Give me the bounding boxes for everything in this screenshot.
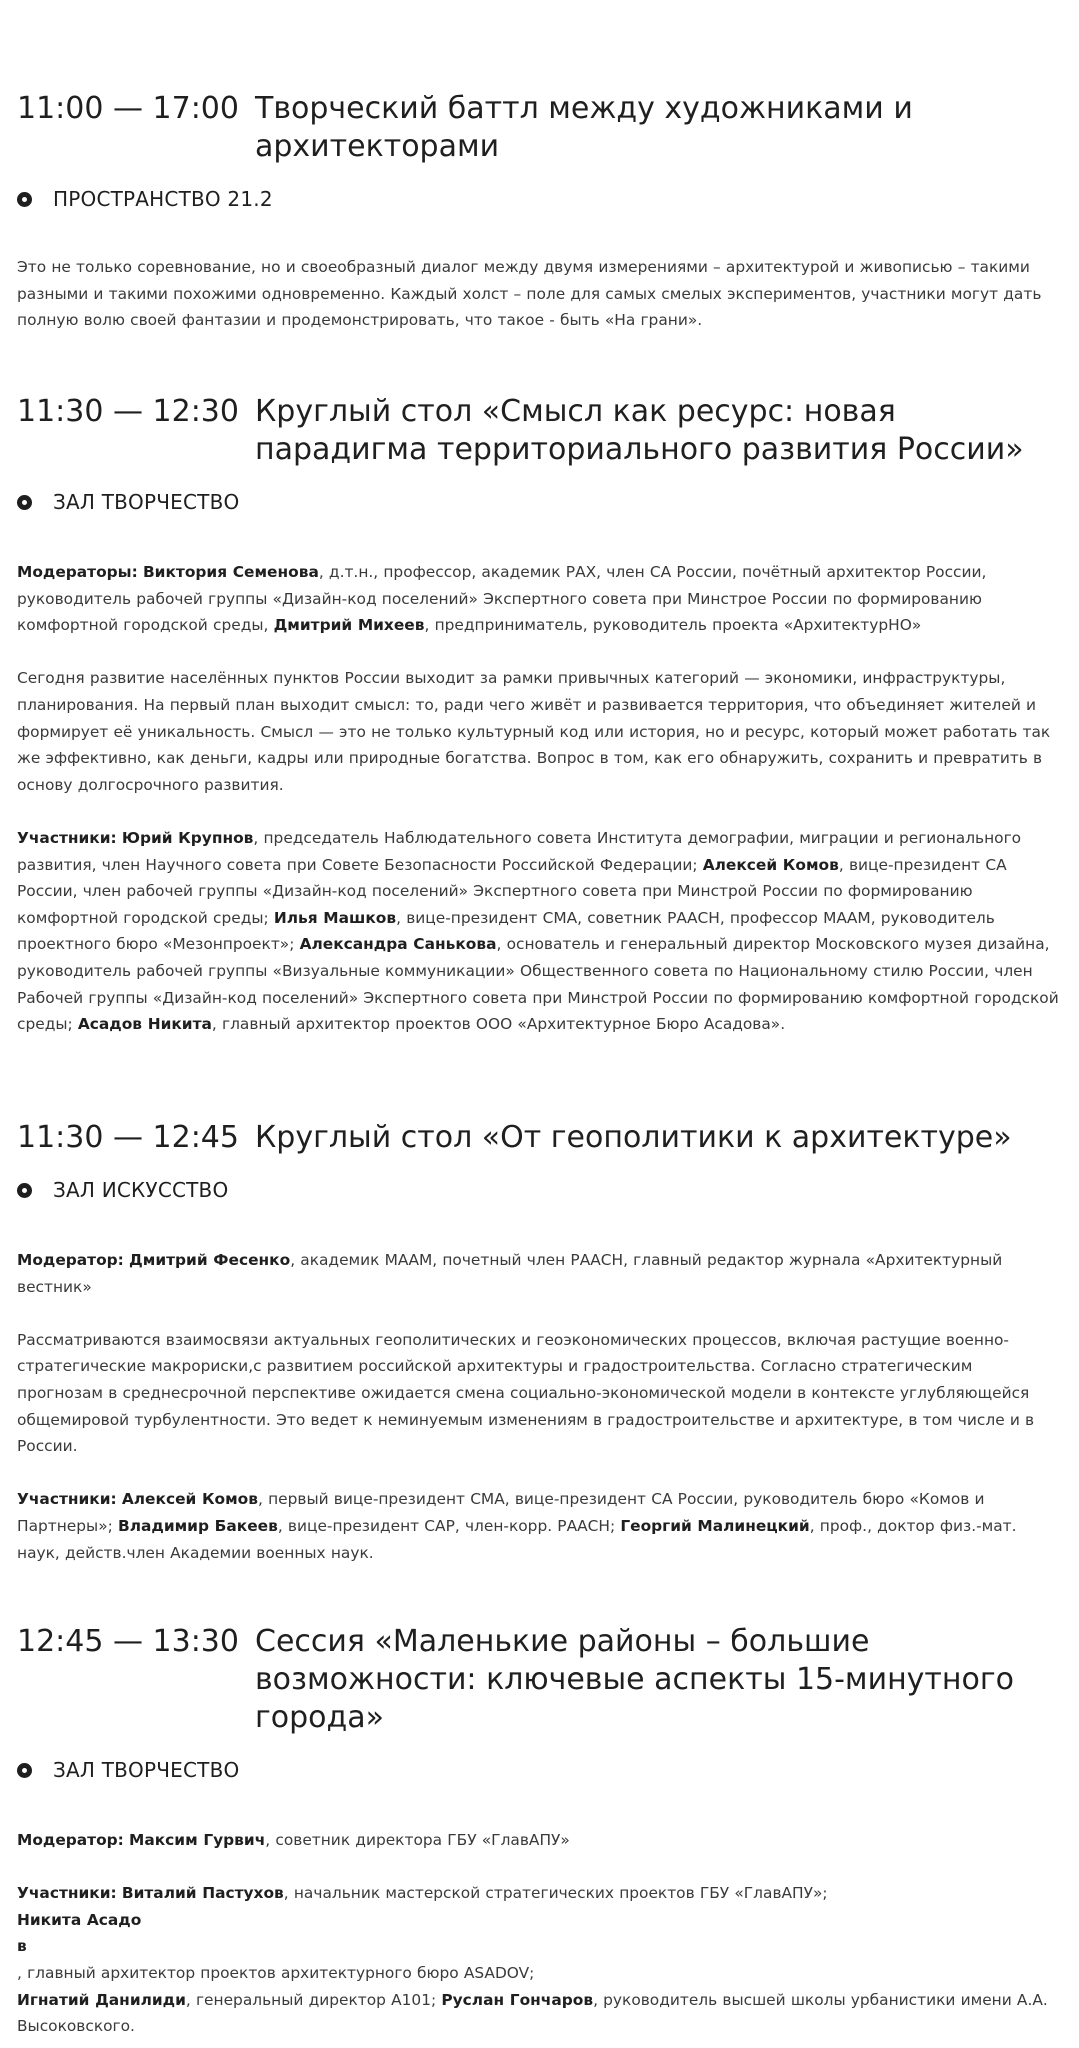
event-time: 12:45 — 13:30 [17, 1624, 239, 1659]
place-label: ПРОСТРАНСТВО 21.2 [53, 187, 273, 211]
event-1 [17, 90, 1062, 334]
participants-paragraph [17, 1486, 1062, 1566]
location-icon [17, 1183, 32, 1198]
event-header [17, 393, 1062, 469]
participant-info: , основатель и генеральный директор Московского музея дизайна, руководитель рабочей группы «Визуальные коммуникации» Общественного совета по Национальному стилю России, член Рабочей группы «Дизайн-код поселений» Экспертного совета при Минстрой России по формированию комфортной городской среды; [17, 935, 1059, 1034]
event-place [17, 187, 1062, 211]
participant-name: Георгий Малинецкий [620, 1516, 810, 1535]
event-header [17, 1119, 1062, 1157]
event-place [17, 490, 1062, 514]
participant-name: Юрий Крупнов [121, 828, 254, 847]
participant-name: Владимир Бакеев [118, 1516, 278, 1535]
event-body [17, 254, 1062, 334]
event-body [17, 1827, 1062, 2040]
place-label: ЗАЛ ТВОРЧЕСТВО [53, 490, 240, 514]
moderators-label: Модераторы: [17, 563, 138, 581]
moderator-name: Дмитрий Фесенко [129, 1251, 291, 1269]
event-description: Сегодня развитие населённых пунктов России выходит за рамки привычных категорий — экономики, инфраструктуры, планирования. На первый план выходит смысл: то, ради чего живёт и развивается территория, что объединяет жителей и формирует её уникальность. Смысл — это не только культурный код или история, но и ресурс, который может работать так же эффективно, как деньги, кадры или природные богатства. Вопрос в том, как его обнаружить, сохранить и превратить в основу долгосрочного развития. [17, 669, 1051, 794]
event-title: Круглый стол «Смысл как ресурс: новая парадигма территориального развития России» [255, 394, 1024, 467]
event-3 [17, 1119, 1062, 1566]
participant-info: , главный архитектор проектов ООО «Архитектурное Бюро Асадова». [211, 1015, 786, 1034]
participant-info: , главный архитектор проектов архитектурного бюро ASADOV; [17, 1963, 535, 1982]
place-label: ЗАЛ ТВОРЧЕСТВО [53, 1758, 240, 1782]
participants-label: Участники: [17, 1884, 117, 1903]
event-title: Творческий баттл между художниками и архитекторами [255, 91, 913, 164]
participant-name: Илья Машков [273, 908, 397, 927]
participant-info: , вице-президент СМА, советник РААСН, профессор МААМ, руководитель проектного бюро «Мезонпроект»; [17, 908, 995, 954]
participant-name: Алексей Комов [702, 855, 839, 874]
moderator-info: , академик МААМ, почетный член РААСН, главный редактор журнала «Архитектурный вестник» [17, 1251, 1003, 1296]
event-body [17, 559, 1062, 1038]
location-icon [17, 192, 32, 207]
participant-info: , председатель Наблюдательного совета Института демографии, миграции и регионального развития, член Научного совета при Совете Безопасности Российской Федерации; [17, 828, 1022, 874]
moderator-info: , д.т.н., профессор, академик РАХ, член СА России, почётный архитектор России, руководитель рабочей группы «Дизайн-код поселений» Экспертного совета при Минстрое России по формированию комфортной городской среды, [17, 563, 987, 635]
participant-name: Руслан Гончаров [441, 1990, 594, 2009]
participants-label: Участники: [17, 1490, 117, 1509]
event-title: Круглый стол «От геополитики к архитектуре» [255, 1120, 1012, 1155]
participant-name: Никита Асадо [17, 1910, 142, 1929]
moderator-info: , предприниматель, руководитель проекта «АрхитектурНО» [424, 616, 922, 635]
participant-name: Алексей Комов [121, 1490, 258, 1509]
moderator-paragraph [17, 1247, 1062, 1300]
event-header [17, 1623, 1062, 1737]
participant-info: , проф., доктор физ.-мат. наук, действ.член Академии военных наук. [17, 1516, 1017, 1562]
participants-line-last [17, 1991, 1048, 2036]
event-description: Рассматриваются взаимосвязи актуальных геополитических и геоэкономических процессов, включая растущие военно-стратегические макрориски,с развитием российской архитектуры и градостроительства. Согласно стратегическим прогнозам в среднесрочной перспективе ожидается смена социально-экономической модели в контексте углубляющейся общемировой турбулентности. Это ведет к неминуемым изменениям в градостроительстве и архитектуре, в том числе и в России. [17, 1330, 1035, 1456]
event-header [17, 90, 1062, 166]
moderator-info: , советник директора ГБУ «ГлавАПУ» [265, 1831, 570, 1849]
participants-paragraph [17, 1880, 1062, 2040]
participant-info: , вице-президент СА России, член рабочей группы «Дизайн-код поселений» Экспертного совета при Минстрой России по формированию комфортной городской среды; [17, 855, 1007, 927]
moderator-label: Модератор: [17, 1251, 124, 1269]
location-icon [17, 495, 32, 510]
event-body [17, 1247, 1062, 1566]
participant-name: Виталий Пастухов [121, 1884, 284, 1903]
moderators-paragraph [17, 559, 1062, 639]
moderator-name: Дмитрий Михеев [273, 616, 425, 635]
moderator-name: Максим Гурвич [129, 1831, 266, 1849]
moderator-paragraph [17, 1827, 1062, 1854]
event-4 [17, 1623, 1062, 2040]
participant-name-suffix: в [17, 1937, 27, 1956]
event-title: Сессия «Маленькие районы – большие возможности: ключевые аспекты 15-минутного города» [255, 1624, 1014, 1735]
moderator-label: Модератор: [17, 1831, 124, 1849]
participants-paragraph [17, 825, 1062, 1038]
participant-info: , вице-президент САР, член-корр. РААСН; [277, 1516, 621, 1535]
participant-name: Александра Санькова [299, 935, 497, 954]
event-place [17, 1758, 1062, 1782]
participant-name: Игнатий Данилиди [17, 1990, 186, 2009]
place-label: ЗАЛ ИСКУССТВО [53, 1178, 229, 1202]
participants-line-1 [17, 1880, 1062, 1907]
participant-info: , первый вице-президент СМА, вице-президент СА России, руководитель бюро «Комов и Партнеры»; [17, 1490, 985, 1535]
participant-info: , руководитель высшей школы урбанистики имени А.А. Высоковского. [17, 1990, 1048, 2036]
participant-info: , начальник мастерской стратегических проектов ГБУ «ГлавАПУ»; [283, 1884, 828, 1903]
event-description: Это не только соревнование, но и своеобразный диалог между двумя измерениями – архитектурой и живописью – такими разными и такими похожими одновременно. Каждый холст – поле для самых смелых экспериментов, участники могут дать полную волю своей фантазии и продемонстрировать, что такое - быть «На грани». [17, 258, 1042, 330]
moderator-name: Виктория Семенова [142, 563, 319, 581]
location-icon [17, 1763, 32, 1778]
event-time: 11:00 — 17:00 [17, 91, 239, 126]
participants-label: Участники: [17, 828, 117, 847]
event-place [17, 1178, 1062, 1202]
event-2 [17, 393, 1062, 1038]
event-time: 11:30 — 12:30 [17, 394, 239, 429]
participant-info: , генеральный директор А101; [185, 1990, 442, 2009]
event-time: 11:30 — 12:45 [17, 1120, 239, 1155]
participant-name: Асадов Никита [77, 1015, 212, 1034]
